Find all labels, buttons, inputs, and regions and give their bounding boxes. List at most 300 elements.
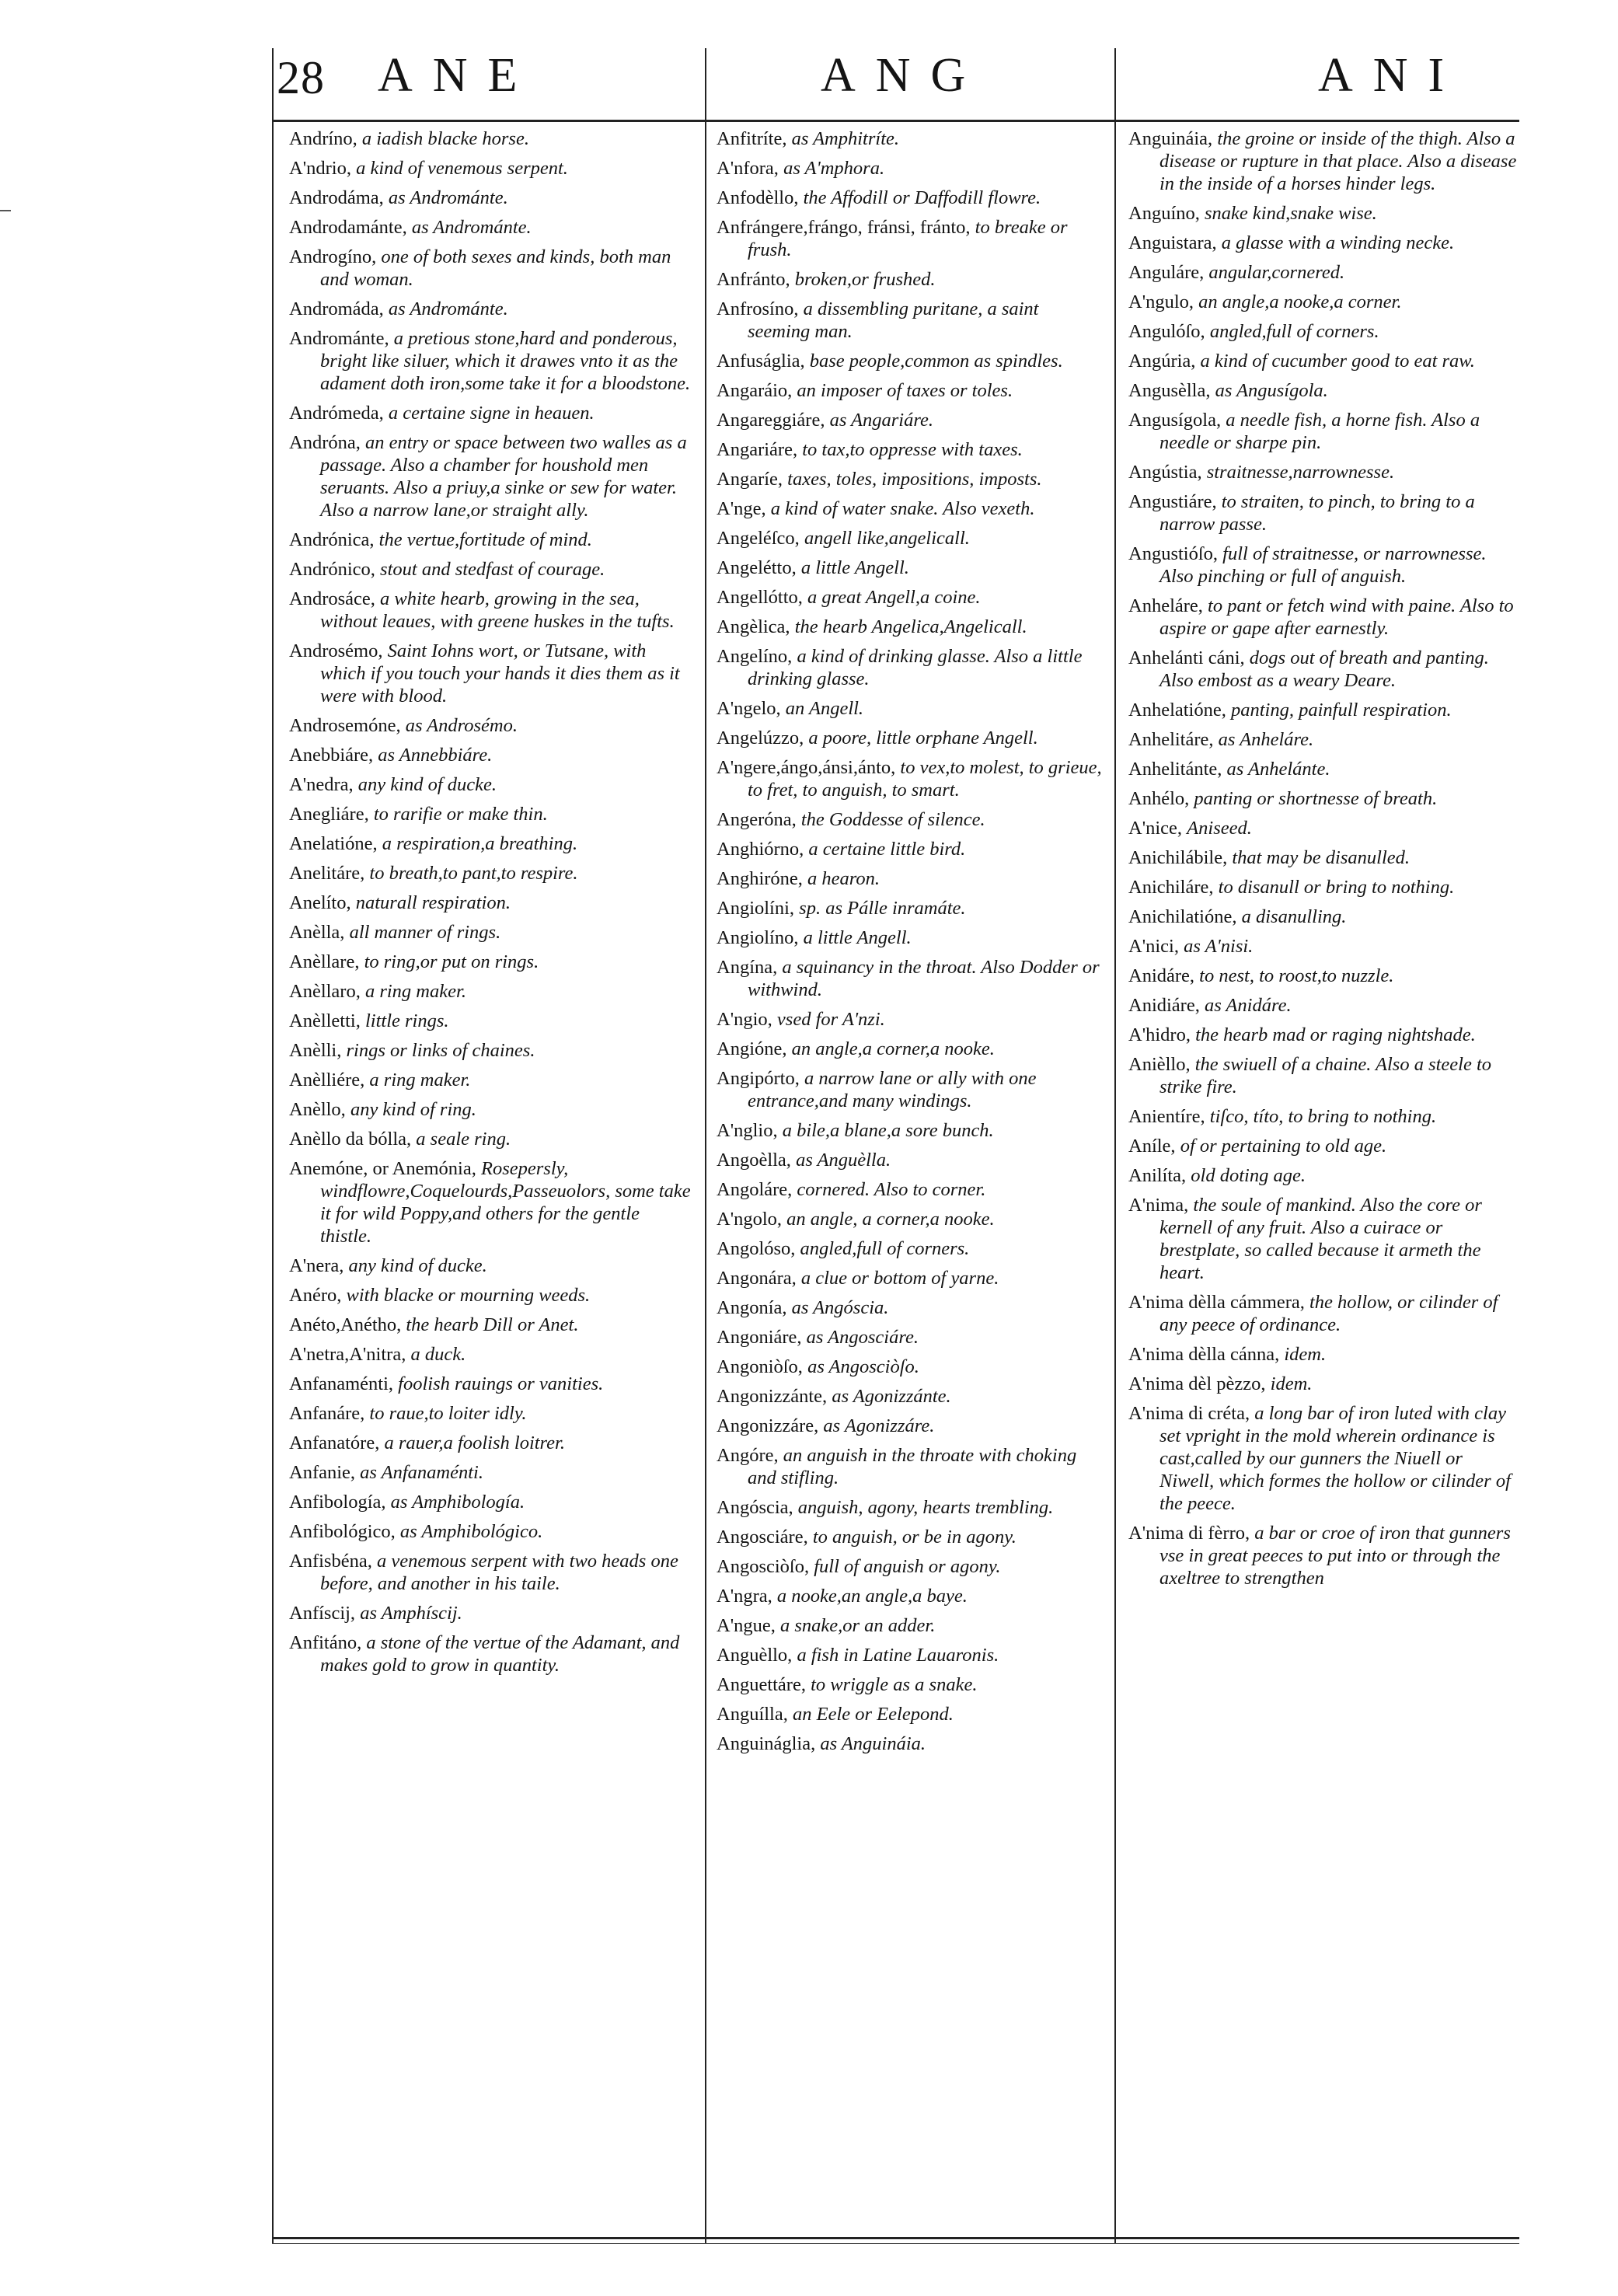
entry-definition: tiſco, títo, to bring to nothing.	[1209, 1106, 1437, 1127]
entry-headword: A'nima di fèrro,	[1128, 1523, 1250, 1544]
entry-headword: Anèllo,	[289, 1099, 346, 1120]
entry-headword: Angaríe,	[717, 469, 783, 490]
dictionary-entry	[1128, 543, 1517, 588]
entry-headword: Angína,	[717, 957, 778, 978]
dictionary-entry	[289, 744, 693, 766]
dictionary-entry	[289, 1157, 693, 1247]
dictionary-entry	[289, 1128, 693, 1150]
entry-headword: Angustiáre,	[1128, 491, 1217, 512]
entry-definition: idem.	[1284, 1344, 1327, 1365]
entry-definition: a rauer,a foolish loitrer.	[384, 1432, 565, 1453]
header-guide-word-center: ANG	[821, 49, 986, 102]
entry-headword: Anèllaro,	[289, 981, 361, 1002]
entry-headword: Anguistara,	[1128, 232, 1217, 253]
dictionary-entry	[717, 956, 1105, 1001]
entry-headword: Andrománte,	[289, 328, 389, 349]
entry-definition: vsed for A'nzi.	[776, 1009, 885, 1030]
dictionary-entry	[717, 497, 1105, 520]
entry-definition: snake kind,snake wise.	[1205, 203, 1377, 224]
dictionary-entry	[1128, 1135, 1517, 1157]
entry-headword: Anguináia,	[1128, 128, 1213, 149]
dictionary-entry	[1128, 787, 1517, 810]
entry-headword: Androsáce,	[289, 588, 375, 609]
entry-headword: Anelatióne,	[289, 833, 378, 854]
entry-definition: rings or links of chaines.	[346, 1040, 535, 1061]
dictionary-entry	[717, 1644, 1105, 1666]
entry-headword: Anguettáre,	[717, 1674, 806, 1695]
entry-definition: a glasse with a winding necke.	[1221, 232, 1455, 253]
entry-headword: Angulóſo,	[1128, 321, 1205, 342]
dictionary-entry	[289, 1010, 693, 1032]
entry-definition: an Eele or Eelepond.	[793, 1704, 954, 1725]
dictionary-entry	[1128, 728, 1517, 751]
entry-headword: Anheláre,	[1128, 595, 1203, 616]
entry-definition: a snake,or an adder.	[779, 1615, 936, 1636]
entry-headword: Anfisbéna,	[289, 1551, 372, 1572]
entry-definition: to breake or frush.	[748, 217, 1068, 260]
entry-definition: a kind of venemous serpent.	[356, 158, 568, 179]
dictionary-entry	[717, 727, 1105, 749]
dictionary-entry	[1128, 1343, 1517, 1366]
entry-definition: a certaine little bird.	[808, 839, 966, 860]
entry-headword: Anèlletti,	[289, 1010, 361, 1031]
dictionary-entry	[289, 921, 693, 944]
dictionary-entry	[289, 1602, 693, 1624]
entry-definition: base people,common as spindles.	[809, 351, 1063, 372]
entry-definition: a ring maker.	[369, 1069, 471, 1090]
entry-headword: Andromáda,	[289, 298, 384, 319]
entry-headword: Anilíta,	[1128, 1165, 1187, 1186]
dictionary-entry	[1128, 1291, 1517, 1336]
dictionary-entry	[289, 127, 693, 150]
entry-headword: Androdáma,	[289, 187, 384, 208]
dictionary-entry	[717, 1585, 1105, 1607]
dictionary-entry	[289, 1461, 693, 1484]
dictionary-entry	[717, 926, 1105, 949]
entry-headword: Anfibología,	[289, 1492, 386, 1513]
dictionary-entry	[1128, 699, 1517, 721]
entry-definition: as Anfanaménti.	[360, 1462, 483, 1483]
entry-definition: the groine or inside of the thigh. Also a disease or rupture in that place. Also a disease in the inside of a horses hinder legs.	[1159, 128, 1517, 194]
dictionary-entry	[289, 298, 693, 320]
dictionary-entry	[717, 557, 1105, 579]
dictionary-entry	[1128, 461, 1517, 483]
entry-headword: Androgíno,	[289, 246, 377, 267]
dictionary-entry	[289, 832, 693, 855]
entry-headword: Anfíscij,	[289, 1603, 356, 1624]
entry-definition: of or pertaining to old age.	[1180, 1136, 1387, 1157]
entry-definition: to raue,to loiter idly.	[369, 1403, 527, 1424]
entry-definition: a kind of water snake. Also vexeth.	[770, 498, 1035, 519]
dictionary-entry	[1128, 965, 1517, 987]
dictionary-entry	[289, 187, 693, 209]
dictionary-entry	[1128, 817, 1517, 839]
dictionary-entry	[717, 1385, 1105, 1408]
dictionary-entry	[289, 1520, 693, 1543]
entry-headword: Anemóne, or Anemónia,	[289, 1158, 476, 1179]
entry-definition: as Angariáre.	[829, 410, 933, 431]
entry-definition: to nest, to roost,to nuzzle.	[1199, 965, 1394, 986]
dictionary-entry	[289, 529, 693, 551]
dictionary-entry	[289, 1254, 693, 1277]
entry-headword: Anebbiáre,	[289, 745, 374, 766]
entry-headword: Anidiáre,	[1128, 995, 1200, 1016]
entry-headword: Angellótto,	[717, 587, 803, 608]
entry-headword: Anhelánti cáni,	[1128, 647, 1245, 668]
column-rule-left	[272, 48, 274, 2244]
entry-definition: any kind of ducke.	[357, 774, 497, 795]
entry-headword: Angonára,	[717, 1268, 797, 1289]
dictionary-entry	[1128, 595, 1517, 640]
entry-headword: Angusèlla,	[1128, 380, 1211, 401]
entry-headword: Angoèlla,	[717, 1150, 791, 1171]
entry-headword: A'ngere,ángo,ánsi,ánto,	[717, 757, 896, 778]
entry-headword: Angoniáre,	[717, 1327, 802, 1348]
entry-headword: Anfibológico,	[289, 1521, 396, 1542]
dictionary-entry	[289, 1314, 693, 1336]
entry-headword: Angèlica,	[717, 616, 790, 637]
dictionary-entry	[717, 1673, 1105, 1696]
entry-headword: Anfanaménti,	[289, 1373, 394, 1394]
entry-headword: Anfitáno,	[289, 1632, 362, 1653]
entry-headword: Angústia,	[1128, 462, 1202, 483]
dictionary-entry	[717, 1267, 1105, 1289]
entry-definition: anguish, agony, hearts trembling.	[797, 1497, 1054, 1518]
entry-headword: Angaráio,	[717, 380, 793, 401]
entry-definition: any kind of ring.	[350, 1099, 476, 1120]
dictionary-entry	[1128, 758, 1517, 780]
dictionary-entry	[289, 216, 693, 239]
dictionary-entry	[289, 980, 693, 1003]
entry-definition: as A'nisi.	[1184, 936, 1254, 957]
entry-headword: Anientíre,	[1128, 1106, 1205, 1127]
entry-headword: Angóscia,	[717, 1497, 793, 1518]
entry-headword: Anghiróne,	[717, 868, 803, 889]
entry-definition: as Andrománte.	[388, 187, 508, 208]
entry-definition: to straiten, to pinch, to bring to a narrow passe.	[1159, 491, 1475, 535]
dictionary-entry	[717, 1149, 1105, 1171]
dictionary-entry	[1128, 1402, 1517, 1515]
entry-definition: to pant or fetch wind with paine. Also to aspire or gape after earnestly.	[1159, 595, 1514, 639]
entry-definition: a little Angell.	[803, 927, 912, 948]
entry-definition: a certaine signe in heauen.	[388, 403, 595, 424]
footer-rule-thin	[272, 2243, 1519, 2244]
entry-definition: an imposer of taxes or toles.	[797, 380, 1013, 401]
entry-definition: as Amphíscij.	[360, 1603, 462, 1624]
dictionary-entry	[289, 862, 693, 885]
entry-headword: Anfitríte,	[717, 128, 787, 149]
entry-headword: A'nima dèl pèzzo,	[1128, 1373, 1266, 1394]
dictionary-entry	[717, 1526, 1105, 1548]
entry-definition: the hearb Angelica,Angelicall.	[794, 616, 1027, 637]
entry-headword: Angosciòſo,	[717, 1556, 810, 1577]
dictionary-entry	[717, 897, 1105, 919]
entry-definition: to vex,to molest, to grieue, to fret, to anguish, to smart.	[748, 757, 1102, 801]
entry-definition: angell like,angelicall.	[804, 528, 970, 549]
entry-definition: the hollow, or cilinder of any peece of ordinance.	[1159, 1292, 1498, 1335]
entry-definition: panting or shortnesse of breath.	[1194, 788, 1438, 809]
running-header	[277, 48, 1520, 110]
dictionary-entry	[1128, 994, 1517, 1017]
entry-headword: Anfanie,	[289, 1462, 356, 1483]
dictionary-entry	[717, 867, 1105, 890]
entry-headword: Anfanatóre,	[289, 1432, 380, 1453]
entry-headword: Androsemóne,	[289, 715, 401, 736]
entry-definition: angled,full of corners.	[1209, 321, 1379, 342]
entry-definition: stout and stedfast of courage.	[380, 559, 605, 580]
entry-headword: A'nima dèlla cámmera,	[1128, 1292, 1305, 1313]
entry-headword: Angonizzánte,	[717, 1386, 828, 1407]
entry-definition: the Affodill or Daffodill flowre.	[803, 187, 1041, 208]
entry-definition: an angle,a nooke,a corner.	[1198, 291, 1402, 312]
entry-definition: as Angóscia.	[791, 1297, 889, 1318]
dictionary-entry	[289, 1343, 693, 1366]
dictionary-entry	[289, 327, 693, 395]
entry-headword: A'nici,	[1128, 936, 1179, 957]
entry-definition: angled,full of corners.	[800, 1238, 970, 1259]
entry-headword: Angonía,	[717, 1297, 787, 1318]
entry-definition: a hearon.	[807, 868, 880, 889]
entry-headword: Angelíno,	[717, 646, 793, 667]
dictionary-entry	[717, 216, 1105, 261]
entry-definition: a nooke,an angle,a baye.	[776, 1586, 968, 1607]
header-guide-word-left: ANE	[378, 49, 538, 102]
dictionary-entry	[1128, 350, 1517, 372]
entry-headword: Angusígola,	[1128, 410, 1222, 431]
entry-headword: Anèllo da bólla,	[289, 1129, 412, 1150]
dictionary-entry	[289, 640, 693, 707]
entry-definition: to rarifie or make thin.	[373, 804, 548, 825]
dictionary-entry	[1128, 1105, 1517, 1128]
dictionary-entry	[1128, 379, 1517, 402]
dictionary-entry	[289, 246, 693, 291]
entry-definition: an entry or space between two walles as a passage. Also a chamber for houshold men seruants. Also a priuy,a sinke or sew for water. Also a narrow lane,or straight ally.	[320, 432, 687, 521]
entry-definition: a fish in Latine Lauaronis.	[797, 1645, 999, 1666]
entry-headword: Anichilábile,	[1128, 847, 1228, 868]
entry-headword: Angiolíno,	[717, 927, 799, 948]
entry-definition: Saint Iohns wort, or Tutsane, with which if you touch your hands it dies them as it were with blood.	[320, 640, 680, 707]
entry-headword: Androsémo,	[289, 640, 383, 661]
entry-definition: the soule of mankind. Also the core or kernell of any fruit. Also a cuirace or brestplate, so called because it armeth the heart.	[1159, 1195, 1482, 1283]
entry-definition: as Angosciòſo.	[807, 1356, 919, 1377]
entry-definition: sp. as Pálle inramáte.	[799, 898, 966, 919]
entry-headword: A'nima dèlla cánna,	[1128, 1344, 1280, 1365]
dictionary-entry	[717, 1296, 1105, 1319]
entry-headword: A'ngio,	[717, 1009, 772, 1030]
entry-headword: Androdamánte,	[289, 217, 407, 238]
dictionary-entry	[289, 1402, 693, 1425]
entry-headword: A'nima di créta,	[1128, 1403, 1250, 1424]
entry-definition: cornered. Also to corner.	[797, 1179, 986, 1200]
entry-headword: Andrónico,	[289, 559, 375, 580]
dictionary-entry	[1128, 320, 1517, 343]
entry-headword: Angóre,	[717, 1445, 779, 1466]
entry-definition: an angle, a corner,a nooke.	[786, 1209, 995, 1230]
dictionary-entry	[717, 187, 1105, 209]
dictionary-entry	[717, 379, 1105, 402]
entry-definition: panting, painfull respiration.	[1231, 700, 1452, 721]
column-rule-middle-1	[705, 48, 706, 2244]
dictionary-entry	[1128, 1373, 1517, 1395]
entry-headword: Angúria,	[1128, 351, 1196, 372]
dictionary-entry	[717, 1496, 1105, 1519]
dictionary-entry	[1128, 409, 1517, 454]
entry-definition: idem.	[1270, 1373, 1313, 1394]
entry-definition: a long bar of iron luted with clay set vpright in the mold wherein ordinance is cast,called by our gunners the Niuell or Niwell, which formes the hollow or cilinder of the peece.	[1159, 1403, 1511, 1514]
dictionary-entry	[717, 409, 1105, 431]
entry-definition: as Anidáre.	[1204, 995, 1292, 1016]
dictionary-entry	[1128, 1053, 1517, 1098]
entry-headword: Anfuságlia,	[717, 351, 805, 372]
dictionary-entry	[717, 268, 1105, 291]
dictionary-entry	[289, 157, 693, 180]
entry-headword: Angeléſco,	[717, 528, 800, 549]
entry-headword: Anguináglia,	[717, 1733, 816, 1754]
entry-headword: Anidáre,	[1128, 965, 1195, 986]
dictionary-entry	[717, 1008, 1105, 1031]
entry-definition: a squinancy in the throat. Also Dodder or withwind.	[748, 957, 1100, 1000]
column-3	[1128, 127, 1517, 1596]
entry-headword: Anegliáre,	[289, 804, 369, 825]
entry-definition: straitnesse,narrownesse.	[1206, 462, 1395, 483]
dictionary-entry	[717, 1732, 1105, 1755]
entry-definition: an anguish in the throate with choking and stifling.	[748, 1445, 1077, 1488]
entry-definition: as Amphitríte.	[791, 128, 900, 149]
dictionary-entry	[289, 1069, 693, 1091]
dictionary-entry	[717, 1237, 1105, 1260]
entry-definition: a narrow lane or ally with one entrance,and many windings.	[748, 1068, 1037, 1111]
entry-definition: to wriggle as a snake.	[811, 1674, 978, 1695]
dictionary-entry	[1128, 1522, 1517, 1589]
entry-definition: an angle,a corner,a nooke.	[791, 1038, 995, 1059]
dictionary-entry	[1128, 647, 1517, 692]
dictionary-entry	[717, 298, 1105, 343]
dictionary-entry	[717, 1703, 1105, 1725]
entry-definition: foolish rauings or vanities.	[398, 1373, 604, 1394]
dictionary-entry	[717, 350, 1105, 372]
dictionary-entry	[717, 1067, 1105, 1112]
dictionary-entry	[717, 1038, 1105, 1060]
dictionary-entry	[1128, 1164, 1517, 1187]
entry-definition: as Angusígola.	[1215, 380, 1328, 401]
dictionary-entry	[1128, 232, 1517, 254]
entry-definition: Rosepersly, windflowre,Coquelourds,Passeuolors, some take it for wild Poppy,and others for the gentle thistle.	[320, 1158, 691, 1247]
entry-headword: Angolóso,	[717, 1238, 796, 1259]
dictionary-entry	[717, 756, 1105, 801]
entry-headword: A'nge,	[717, 498, 766, 519]
entry-definition: a ring maker.	[364, 981, 466, 1002]
entry-headword: Anèlli,	[289, 1040, 342, 1061]
entry-definition: as Andrománte.	[411, 217, 532, 238]
entry-headword: Angariáre,	[717, 439, 798, 460]
entry-headword: Angióne,	[717, 1038, 787, 1059]
dictionary-entry	[289, 714, 693, 737]
header-guide-word-right: ANI	[1318, 49, 1465, 102]
entry-definition: a disanulling.	[1241, 906, 1347, 927]
entry-definition: full of straitnesse, or narrownesse. Also pinching or full of anguish.	[1159, 543, 1487, 587]
footer-rule	[272, 2237, 1519, 2239]
dictionary-entry	[289, 1098, 693, 1121]
entry-definition: one of both sexes and kinds, both man and woman.	[320, 246, 671, 290]
entry-headword: Anhelatióne,	[1128, 700, 1226, 721]
dictionary-entry	[717, 1415, 1105, 1437]
entry-definition: angular,cornered.	[1208, 262, 1345, 283]
entry-definition: as Androsémo.	[405, 715, 518, 736]
entry-definition: as Agonizzánte.	[832, 1386, 951, 1407]
dictionary-entry	[289, 951, 693, 973]
entry-headword: A'ndrio,	[289, 158, 351, 179]
dictionary-entry	[289, 1631, 693, 1677]
entry-definition: to tax,to oppresse with taxes.	[802, 439, 1023, 460]
dictionary-entry	[289, 1373, 693, 1395]
entry-definition: to ring,or put on rings.	[364, 951, 539, 972]
entry-headword: Anguèllo,	[717, 1645, 793, 1666]
dictionary-entry	[717, 438, 1105, 461]
entry-definition: to anguish, or be in agony.	[812, 1527, 1016, 1548]
dictionary-entry	[717, 468, 1105, 490]
dictionary-entry	[289, 1284, 693, 1307]
dictionary-entry	[717, 1326, 1105, 1349]
entry-definition: the Goddesse of silence.	[800, 809, 985, 830]
dictionary-entry	[1128, 202, 1517, 225]
entry-definition: dogs out of breath and panting. Also embost as a weary Deare.	[1159, 647, 1489, 691]
entry-definition: the hearb mad or raging nightshade.	[1195, 1024, 1476, 1045]
dictionary-entry	[1128, 905, 1517, 928]
dictionary-entry	[717, 1614, 1105, 1637]
entry-definition: as A'mphora.	[783, 158, 885, 179]
dictionary-entry	[717, 1119, 1105, 1142]
dictionary-entry	[1128, 846, 1517, 869]
dictionary-entry	[289, 803, 693, 825]
entry-headword: Andróna,	[289, 432, 361, 453]
entry-headword: A'nfora,	[717, 158, 779, 179]
entry-definition: a kind of cucumber good to eat raw.	[1200, 351, 1475, 372]
entry-headword: Anhélo,	[1128, 788, 1190, 809]
dictionary-entry	[717, 645, 1105, 690]
dictionary-entry	[1128, 935, 1517, 958]
entry-definition: a poore, little orphane Angell.	[808, 728, 1038, 748]
entry-headword: Anèlliére,	[289, 1069, 365, 1090]
entry-headword: Angeróna,	[717, 809, 797, 830]
dictionary-entry	[717, 1555, 1105, 1578]
entry-definition: any kind of ducke.	[348, 1255, 487, 1276]
entry-definition: as Anguèlla.	[796, 1150, 891, 1171]
entry-definition: a needle fish, a horne fish. Also a needle or sharpe pin.	[1159, 410, 1480, 453]
dictionary-entry	[289, 402, 693, 424]
entry-headword: A'ngue,	[717, 1615, 776, 1636]
entry-definition: a seale ring.	[416, 1129, 511, 1150]
entry-definition: a bile,a blane,a sore bunch.	[782, 1120, 994, 1141]
dictionary-entry	[289, 1491, 693, 1513]
entry-headword: A'nice,	[1128, 818, 1183, 839]
entry-headword: Anièllo,	[1128, 1054, 1191, 1075]
entry-definition: as Andrománte.	[388, 298, 508, 319]
entry-headword: Angustióſo,	[1128, 543, 1219, 564]
entry-headword: A'nima,	[1128, 1195, 1189, 1216]
entry-headword: Anguláre,	[1128, 262, 1205, 283]
entry-headword: A'nglio,	[717, 1120, 778, 1141]
column-2	[717, 127, 1105, 1762]
entry-headword: A'hidro,	[1128, 1024, 1191, 1045]
entry-headword: Angoniòſo,	[717, 1356, 803, 1377]
entry-headword: Angelétto,	[717, 557, 797, 578]
entry-definition: as Anheláre.	[1218, 729, 1314, 750]
entry-definition: Aniseed.	[1187, 818, 1252, 839]
entry-headword: Anguíno,	[1128, 203, 1200, 224]
dictionary-entry	[717, 586, 1105, 609]
entry-definition: a stone of the vertue of the Adamant, and makes gold to grow in quantity.	[320, 1632, 680, 1676]
entry-definition: a venemous serpent with two heads one before, and another in his taile.	[320, 1551, 678, 1594]
